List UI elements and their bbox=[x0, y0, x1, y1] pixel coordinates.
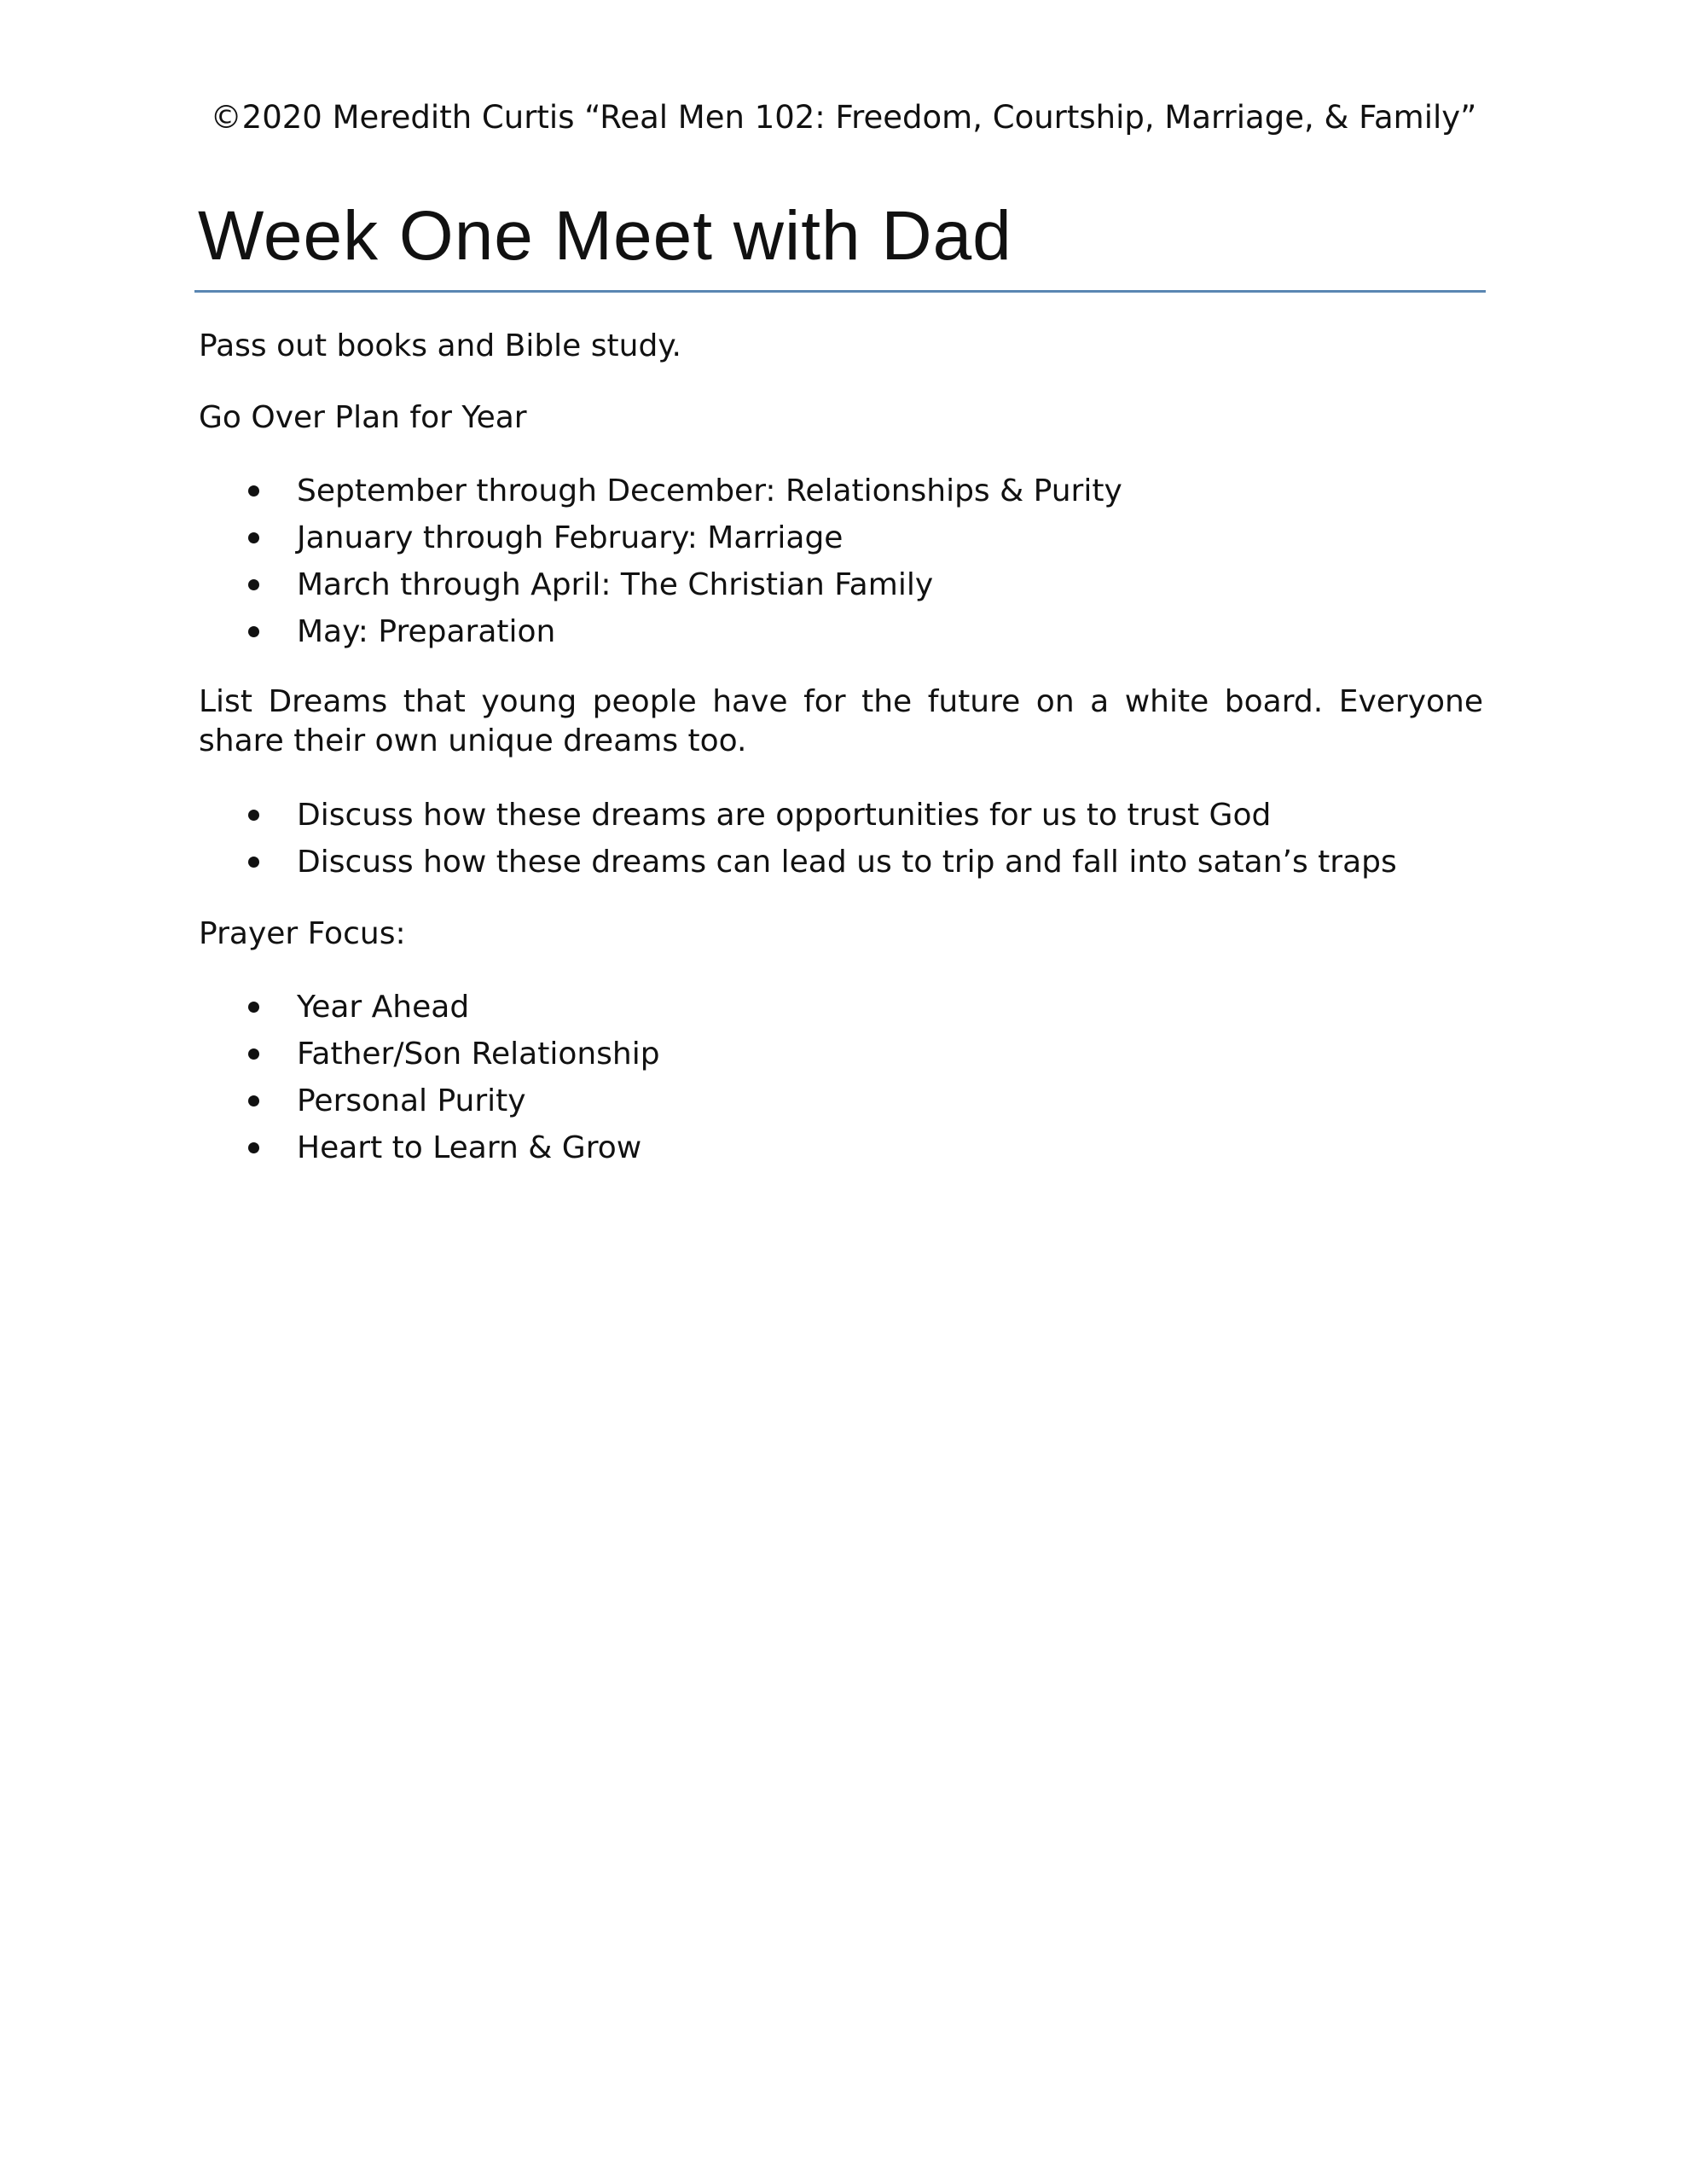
bullet-icon bbox=[248, 857, 259, 868]
list-item bbox=[199, 468, 1483, 514]
list-item-text: January through February: Marriage bbox=[297, 520, 844, 555]
list-item-text: Heart to Learn & Grow bbox=[297, 1130, 642, 1165]
bullet-icon bbox=[248, 579, 259, 590]
list-item bbox=[199, 792, 1483, 839]
plan-list bbox=[199, 468, 1483, 655]
list-item bbox=[199, 1031, 1483, 1077]
list-item-text: Discuss how these dreams are opportunities for us to trust God bbox=[297, 798, 1272, 833]
prayer-list bbox=[199, 984, 1483, 1171]
list-item bbox=[199, 514, 1483, 561]
bullet-icon bbox=[248, 1142, 259, 1153]
list-item-text: Discuss how these dreams can lead us to trip and fall into satan’s traps bbox=[297, 845, 1397, 880]
list-item bbox=[199, 1124, 1483, 1171]
bullet-icon bbox=[248, 1002, 259, 1013]
list-item bbox=[199, 839, 1483, 886]
list-item bbox=[199, 561, 1483, 608]
list-item-text: May: Preparation bbox=[297, 614, 556, 649]
paragraph-prayer-focus: Prayer Focus: bbox=[199, 916, 406, 951]
list-item-text: September through December: Relationships & Purity bbox=[297, 473, 1122, 508]
bullet-icon bbox=[248, 485, 259, 497]
list-item bbox=[199, 608, 1483, 655]
paragraph-list-dreams: List Dreams that young people have for the future on a white board. Everyone share their own unique dreams too. bbox=[199, 684, 1483, 758]
list-item-text: Personal Purity bbox=[297, 1083, 526, 1118]
title-section bbox=[194, 189, 1486, 293]
paragraph-pass-out: Pass out books and Bible study. bbox=[199, 328, 681, 363]
page-header: ©2020 Meredith Curtis “Real Men 102: Freedom, Courtship, Marriage, & Family” bbox=[210, 99, 1477, 136]
paragraph-plan-for-year: Go Over Plan for Year bbox=[199, 400, 527, 435]
list-item bbox=[199, 984, 1483, 1031]
list-item-text: March through April: The Christian Family bbox=[297, 567, 934, 602]
bullet-icon bbox=[248, 1095, 259, 1107]
list-item-text: Father/Son Relationship bbox=[297, 1037, 660, 1072]
bullet-icon bbox=[248, 626, 259, 637]
bullet-icon bbox=[248, 810, 259, 821]
page-title: Week One Meet with Dad bbox=[198, 197, 1012, 275]
list-item bbox=[199, 1077, 1483, 1124]
dreams-list bbox=[199, 792, 1483, 886]
list-item-text: Year Ahead bbox=[297, 990, 470, 1025]
bullet-icon bbox=[248, 1048, 259, 1060]
bullet-icon bbox=[248, 532, 259, 543]
